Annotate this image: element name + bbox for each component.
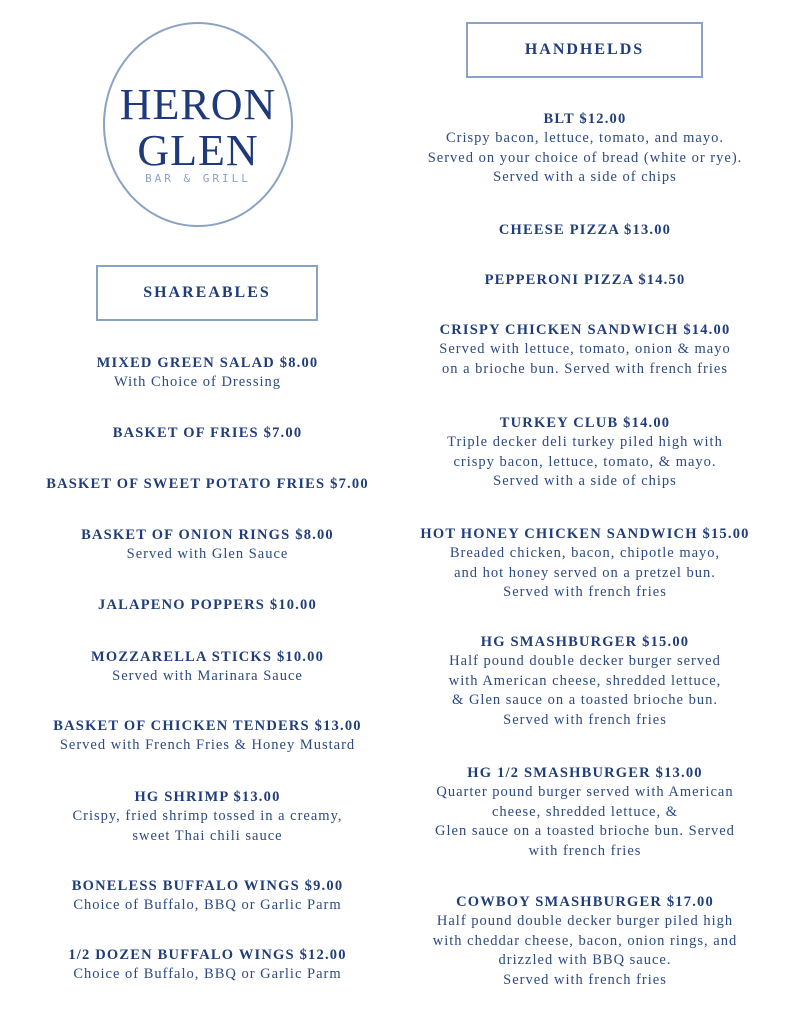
item-name: JALAPENO POPPERS $10.00 — [98, 597, 317, 613]
logo-tagline: BAR & GRILL — [145, 172, 251, 185]
menu-item — [398, 221, 772, 240]
item-desc: Half pound double decker burger served — [449, 653, 721, 669]
item-name: HOT HONEY CHICKEN SANDWICH $15.00 — [420, 526, 750, 542]
item-desc: With Choice of Dressing — [114, 374, 281, 390]
menu-item — [398, 271, 772, 290]
item-desc: Quarter pound burger served with American — [436, 784, 734, 800]
menu-item — [10, 946, 405, 985]
item-desc: sweet Thai chili sauce — [132, 827, 283, 844]
item-name: BLT $12.00 — [543, 111, 627, 127]
menu-item — [10, 788, 405, 846]
logo-word-heron: HERON — [119, 80, 277, 129]
item-desc: Served with french fries — [503, 584, 667, 600]
menu-item — [10, 424, 405, 443]
item-name: HG SHRIMP $13.00 — [134, 789, 281, 805]
item-name: BONELESS BUFFALO WINGS $9.00 — [71, 878, 344, 894]
item-name: COWBOY SMASHBURGER $17.00 — [456, 894, 714, 910]
item-desc: Half pound double decker burger piled high — [436, 913, 734, 929]
item-desc: crispy bacon, lettuce, tomato, & mayo. — [453, 453, 717, 470]
item-name: CHEESE PIZZA $13.00 — [498, 222, 672, 238]
item-name: HG 1/2 SMASHBURGER $13.00 — [467, 765, 703, 781]
menu-item — [10, 596, 405, 615]
item-desc: & Glen sauce on a toasted brioche bun. — [452, 692, 718, 708]
item-desc: Served with french fries — [503, 971, 667, 988]
item-desc: Breaded chicken, bacon, chipotle mayo, — [449, 545, 721, 561]
item-desc: on a brioche bun. Served with french fries — [441, 360, 728, 377]
menu-item — [10, 717, 405, 756]
logo-circle — [103, 22, 293, 227]
item-desc: Choice of Buffalo, BBQ or Garlic Parm — [73, 897, 342, 913]
item-desc: Triple decker deli turkey piled high with — [447, 434, 723, 450]
menu-item — [398, 893, 772, 990]
logo-word-glen: GLEN — [137, 126, 259, 175]
item-desc: Glen sauce on a toasted brioche bun. Served — [435, 823, 735, 839]
item-name: BASKET OF SWEET POTATO FRIES $7.00 — [46, 476, 369, 492]
menu-item — [398, 525, 772, 603]
item-desc: Served with a side of chips — [493, 169, 677, 185]
item-desc: Crispy bacon, lettuce, tomato, and mayo. — [446, 130, 724, 146]
item-desc: Served with a side of chips — [493, 473, 677, 489]
item-desc: Served with Marinara Sauce — [112, 668, 303, 684]
menu-item — [10, 354, 405, 393]
item-desc: Choice of Buffalo, BBQ or Garlic Parm — [73, 966, 342, 982]
handhelds-heading: HANDHELDS — [466, 22, 703, 78]
item-name: BASKET OF FRIES $7.00 — [112, 425, 303, 441]
menu-item — [398, 110, 772, 188]
menu-item — [10, 877, 405, 916]
item-name: TURKEY CLUB $14.00 — [499, 415, 671, 431]
item-desc: Served with lettuce, tomato, onion & mayo — [439, 341, 731, 357]
menu-item — [10, 526, 405, 565]
item-name: BASKET OF ONION RINGS $8.00 — [81, 527, 334, 543]
item-desc: Served with French Fries & Honey Mustard — [59, 737, 356, 753]
item-desc: Served with Glen Sauce — [126, 546, 289, 562]
item-desc: Served on your choice of bread (white or rye). — [427, 149, 743, 166]
item-name: MOZZARELLA STICKS $10.00 — [90, 649, 325, 665]
menu-item — [10, 475, 405, 494]
menu-item — [398, 321, 772, 379]
item-desc: and hot honey served on a pretzel bun. — [454, 564, 716, 581]
item-desc: Served with french fries — [503, 711, 667, 728]
item-name: HG SMASHBURGER $15.00 — [480, 634, 690, 650]
item-name: BASKET OF CHICKEN TENDERS $13.00 — [53, 718, 362, 734]
item-desc: Crispy, fried shrimp tossed in a creamy, — [72, 808, 343, 824]
item-desc: with American cheese, shredded lettuce, — [448, 672, 722, 689]
item-name: MIXED GREEN SALAD $8.00 — [96, 355, 319, 371]
menu-item — [398, 633, 772, 730]
item-desc: with cheddar cheese, bacon, onion rings, and — [432, 932, 738, 949]
shareables-heading: SHAREABLES — [96, 265, 318, 321]
item-name: PEPPERONI PIZZA $14.50 — [484, 272, 686, 288]
item-name: CRISPY CHICKEN SANDWICH $14.00 — [439, 322, 731, 338]
item-desc: drizzled with BBQ sauce. — [498, 952, 672, 968]
item-desc: cheese, shredded lettuce, & — [491, 803, 679, 820]
menu-item — [10, 648, 405, 687]
menu-item — [398, 414, 772, 492]
item-name: 1/2 DOZEN BUFFALO WINGS $12.00 — [68, 947, 347, 963]
item-desc: with french fries — [528, 842, 642, 859]
menu-item — [398, 764, 772, 861]
